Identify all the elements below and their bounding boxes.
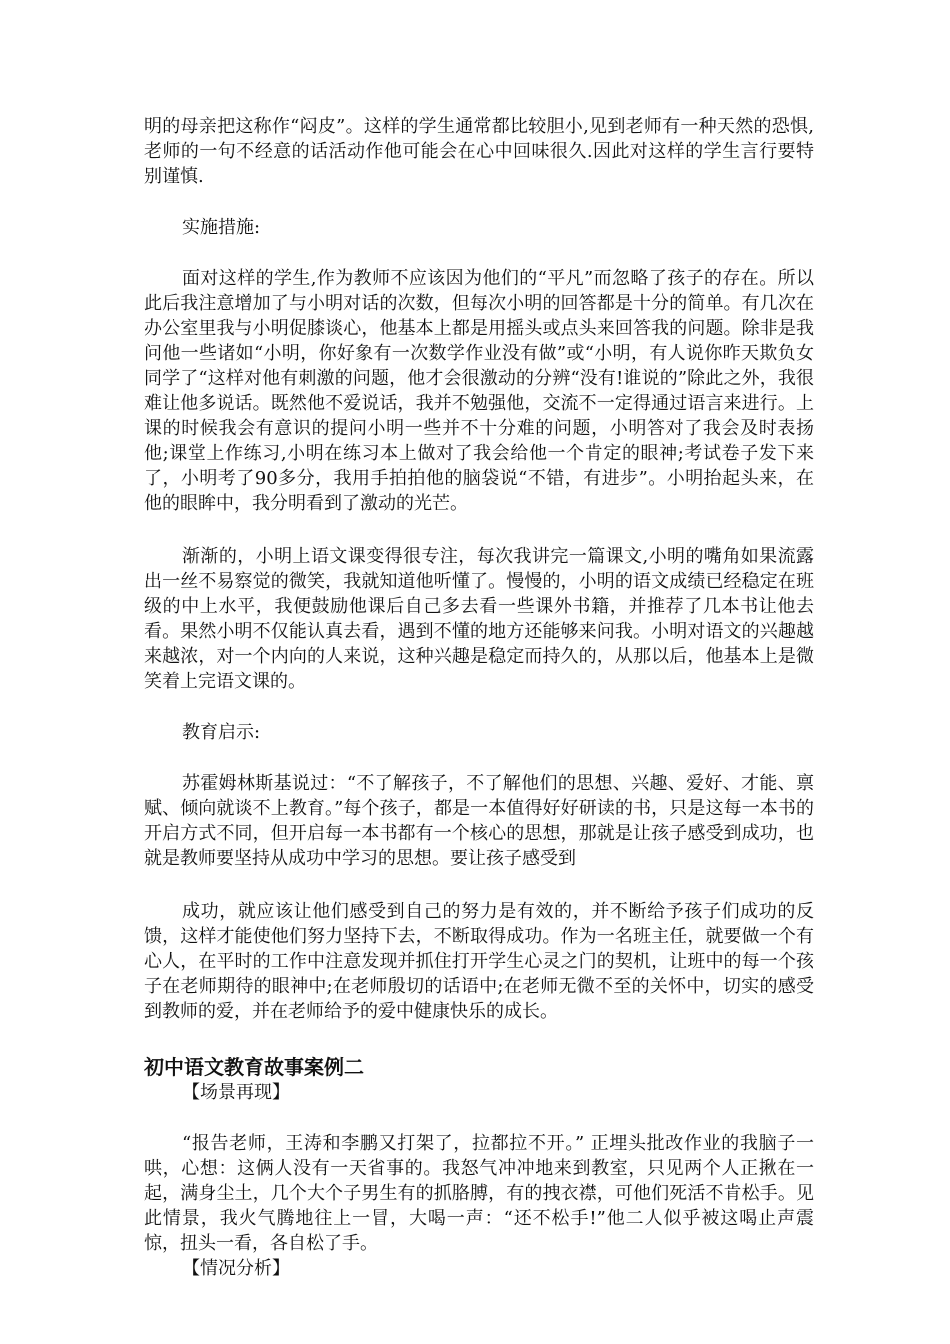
- insight-label: 教育启示:: [182, 722, 261, 743]
- scene-label: 【场景再现】: [182, 1082, 290, 1103]
- paragraph-progress: 渐渐的，小明上语文课变得很专注，每次我讲完一篇课文,小明的嘴角如果流露出一丝不易察觉的微笑，我就知道他听懂了。慢慢的，小明的语文成绩已经稳定在班级的中上水平，我便鼓励他课后自己多去看一些课外书籍，并推荐了几本书让他去看。果然小明不仅能认真去看，遇到不懂的地方还能够来问我。小明对语文的兴趣越来越浓，对一个内向的人来说，这种兴趣是稳定而持久的，从那以后，他基本上是微笑着上完语文课的。: [144, 546, 814, 692]
- document-body: [144, 114, 814, 1281]
- paragraph-measures: 面对这样的学生,作为教师不应该因为他们的“平凡”而忽略了孩子的存在。所以此后我注意增加了与小明对话的次数，但每次小明的回答都是十分的简单。有几次在办公室里我与小明促膝谈心，他基本上都是用摇头或点头来回答我的问题。除非是我问他一些诸如“小明，你好象有一次数学作业没有做”或“小明，有人说你昨天欺负女同学了“这样对他有刺激的问题，他才会很激动的分辨“没有!谁说的”除此之外，我很难让他多说话。既然他不爱说话，我并不勉强他，交流不一定得通过语言来进行。上课的时候我会有意识的提问小明一些并不十分难的问题，小明答对了我会及时表扬他;课堂上作练习,小明在练习本上做对了我会给他一个肯定的眼神;考试卷子发下来了，小明考了90多分，我用手拍拍他的脑袋说“不错，有进步”。小明抬起头来，在他的眼眸中，我分明看到了激动的光芒。: [144, 268, 814, 514]
- paragraph-continuation: 明的母亲把这称作“闷皮”。这样的学生通常都比较胆小,见到老师有一种天然的恐惧,老师的一句不经意的话活动作他可能会在心中回味很久.因此对这样的学生言行要特别谨慎.: [144, 116, 814, 187]
- paragraph-success: 成功，就应该让他们感受到自己的努力是有效的，并不断给予孩子们成功的反馈，这样才能使他们努力坚持下去，不断取得成功。作为一名班主任，就要做一个有心人，在平时的工作中注意发现并抓住打开学生心灵之门的契机，让班中的每一个孩子在老师期待的眼神中;在老师殷切的话语中;在老师无微不至的关怀中，切实的感受到教师的爱，并在老师给予的爱中健康快乐的成长。: [144, 901, 814, 1022]
- paragraph-scene: “报告老师，王涛和李鹏又打架了，拉都拉不开。” 正埋头批改作业的我脑子一哄，心想：这俩人没有一天省事的。我怒气冲冲地来到教室，只见两个人正揪在一起，满身尘土，几个大个子男生有的抓胳膊，有的拽衣襟，可他们死活不肯松手。见此情景，我火气腾地往上一冒，大喝一声：“还不松手!”他二人似乎被这喝止声震惊，扭头一看，各自松了手。: [144, 1133, 814, 1254]
- analysis-label: 【情况分析】: [182, 1258, 290, 1279]
- paragraph-insight: 苏霍姆林斯基说过：“不了解孩子，不了解他们的思想、兴趣、爱好、才能、禀赋、倾向就谈不上教育。”每个孩子，都是一本值得好好研读的书，只是这每一本书的开启方式不同，但开启每一本书都有一个核心的思想，那就是让孩子感受到成功，也就是教师要坚持从成功中学习的思想。要让孩子感受到: [144, 773, 814, 869]
- measures-label: 实施措施:: [182, 217, 261, 238]
- section-heading: 初中语文教育故事案例二: [144, 1055, 364, 1079]
